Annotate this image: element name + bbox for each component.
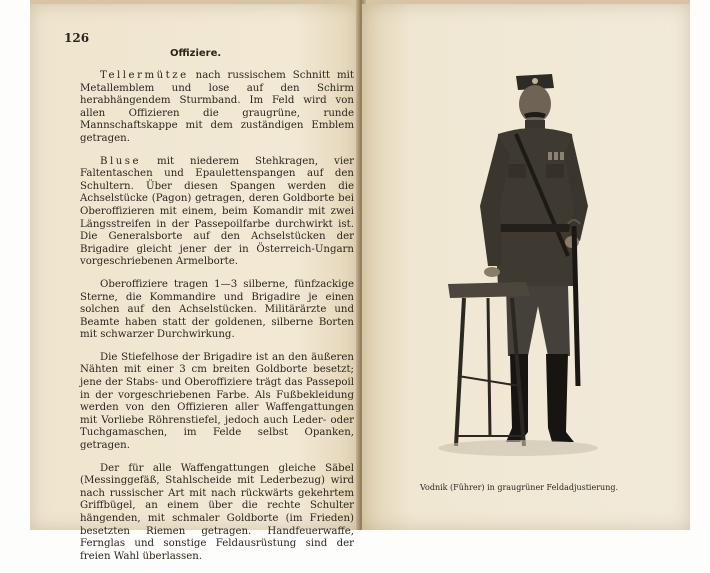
paragraph <box>80 463 354 564</box>
paragraph-text: Die Stiefelhose der Brigadire ist an den äußeren Nähten mit einer 3 cm breiten Goldborte besetzt; jene der Stabs- und Oberoffiziere trägt das Passepoil in der vorgeschriebenen Farbe. Als Fußbekleidung werden von den Offizieren aller Waffengattungen mit Vorliebe Röhrenstiefel, jedoch auch Leder- oder Tuchgamaschen, im Felde selbst Opanken, getragen. <box>80 351 354 452</box>
chapter-title: Offiziere. <box>170 48 222 59</box>
paragraph <box>80 156 354 269</box>
paragraph-text: Der für alle Waffengattungen gleiche Säbel (Messinggefäß, Stahlscheide mit Lederbezug) wird nach russischer Art mit nach rückwärts gekehrtem Griffbügel, an einem über die rechte Schulter hängenden, mit schmaler Goldborte (im Frieden) besetzten Riemen getragen. Handfeuerwaffe, Fernglas und sonstige Feldausrüstung sind der freien Wahl überlassen. <box>80 462 354 562</box>
body-text <box>80 70 354 573</box>
left-page <box>30 4 361 562</box>
spaced-term: Tellermütze <box>100 70 189 81</box>
paragraph-text: Oberoffiziere tragen 1—3 silberne, fünfzackige Sterne, die Kommandire und Brigadire je einen solchen auf den Achselstücken. Militärärzte und Beamte haben statt der goldenen, silberne Borten mit schwarzer Durchwirkung. <box>80 278 354 341</box>
spaced-term: Bluse <box>100 155 142 167</box>
paragraph <box>80 352 354 453</box>
photo-caption: Vodnik (Führer) in graugrüner Feldadjustierung. <box>419 483 619 492</box>
page-number: 126 <box>64 31 90 45</box>
paragraph <box>80 70 354 146</box>
paragraph-text: nach russischem Schnitt mit Metallemblem und lose auf den Schirm herabhängendem Sturmband. Im Feld wird von allen Offizieren die graugrüne, runde Mannschaftskappe mit dem zuständigen Emblem getragen. <box>80 70 354 144</box>
soldier-photo <box>428 56 608 466</box>
paragraph <box>80 279 354 342</box>
paragraph-text: mit niederem Stehkragen, vier Faltentaschen und Epaulettenspangen auf den Schultern. Über diesen Spangen werden die Achselstücke (Pagon) getragen, deren Goldborte bei Oberoffizieren mit einem, beim Komandir mit zwei Längsstreifen in der Passepoilfarbe durchwirkt ist. Die Generalsborte auf den Achselstücken der Brigadire gleicht jener der in Österreich-Ungarn vorgeschriebenen Armelborte. <box>80 155 354 268</box>
